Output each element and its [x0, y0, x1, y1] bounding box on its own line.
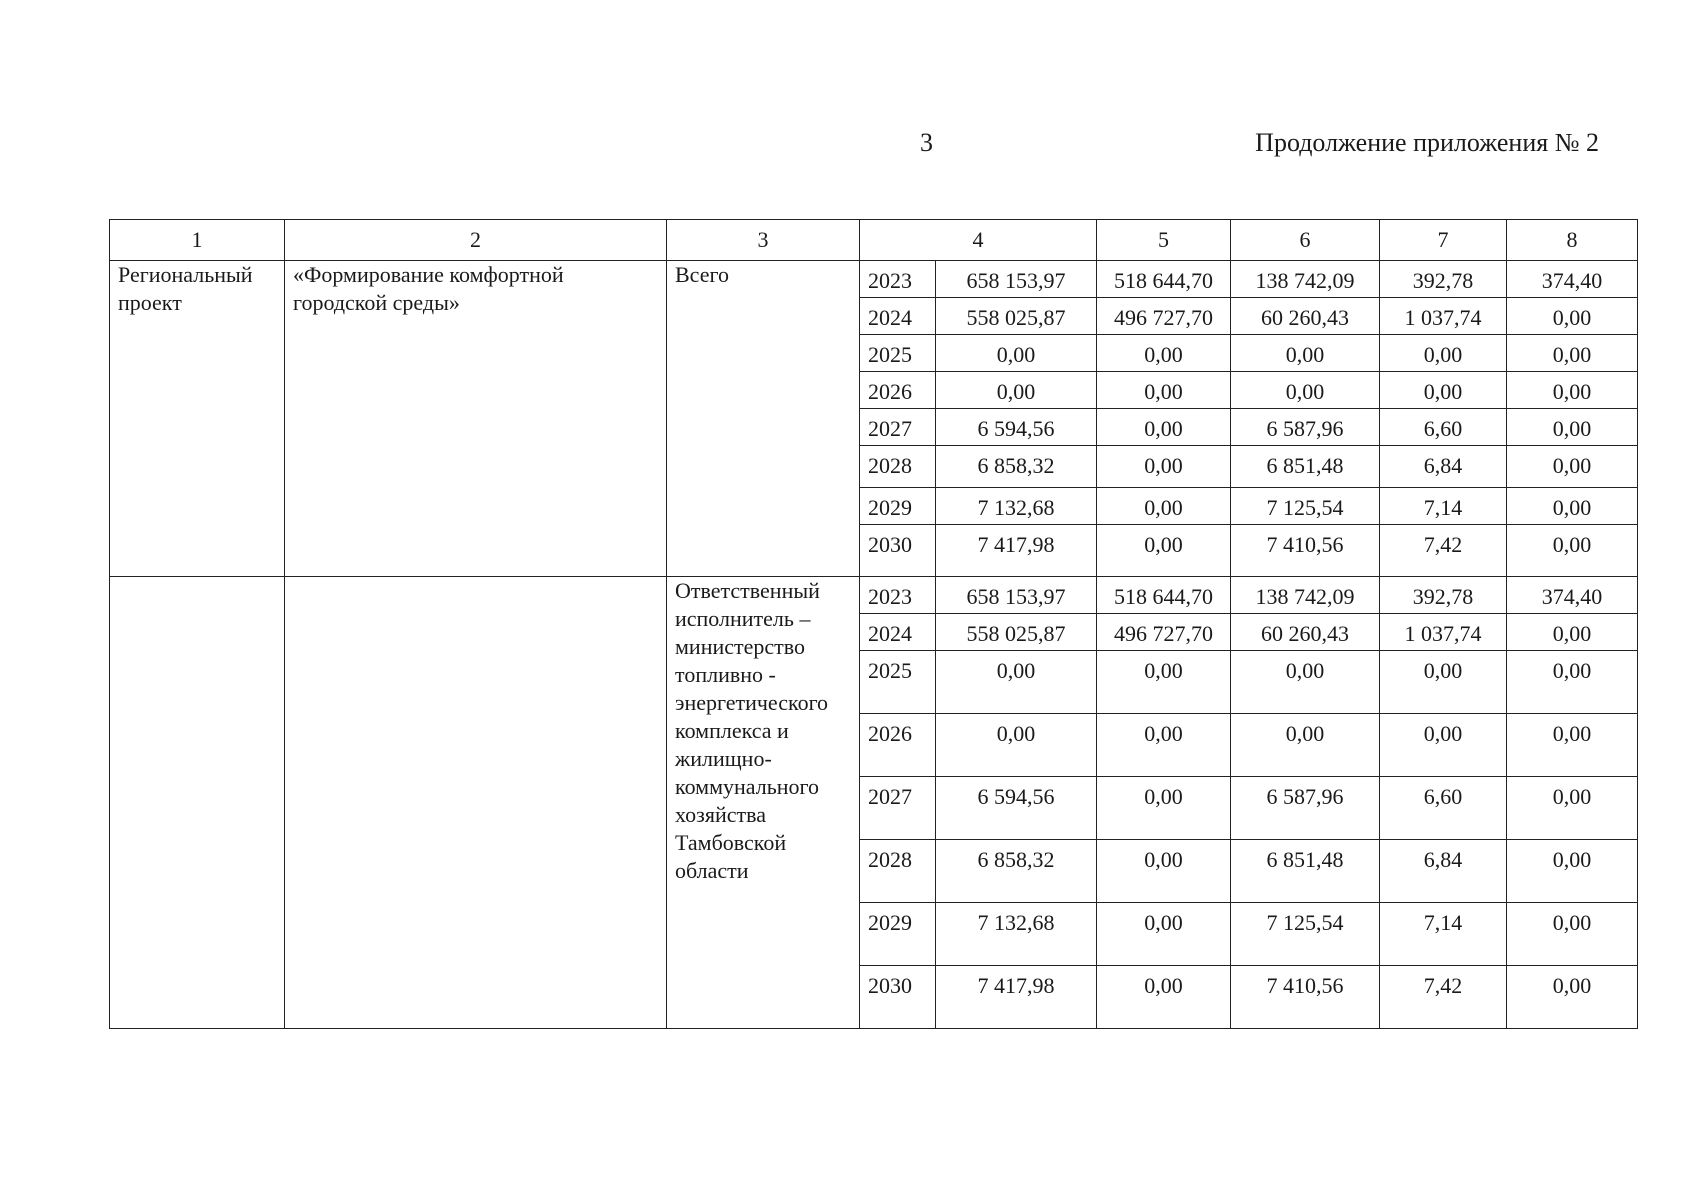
- column-header: 7: [1380, 220, 1507, 261]
- value-cell-8: 0,00: [1507, 903, 1638, 966]
- page-number: 3: [920, 128, 933, 157]
- value-cell-5: 0,00: [1097, 372, 1231, 409]
- value-cell-8: 0,00: [1507, 372, 1638, 409]
- value-cell-4: 558 025,87: [936, 614, 1097, 651]
- value-cell-6: 60 260,43: [1231, 298, 1380, 335]
- project-name-cell: [285, 577, 667, 1029]
- value-cell-6: 0,00: [1231, 335, 1380, 372]
- value-cell-5: 0,00: [1097, 903, 1231, 966]
- value-cell-4: 558 025,87: [936, 298, 1097, 335]
- value-cell-8: 0,00: [1507, 840, 1638, 903]
- year-cell: 2024: [860, 614, 936, 651]
- value-cell-5: 496 727,70: [1097, 614, 1231, 651]
- year-cell: 2023: [860, 261, 936, 298]
- value-cell-6: 7 125,54: [1231, 903, 1380, 966]
- year-cell: 2027: [860, 777, 936, 840]
- year-cell: 2024: [860, 298, 936, 335]
- year-cell: 2029: [860, 903, 936, 966]
- value-cell-8: 0,00: [1507, 298, 1638, 335]
- value-cell-8: 0,00: [1507, 777, 1638, 840]
- value-cell-4: 7 417,98: [936, 525, 1097, 577]
- value-cell-7: 6,84: [1380, 840, 1507, 903]
- value-cell-6: 0,00: [1231, 651, 1380, 714]
- value-cell-4: 7 132,68: [936, 488, 1097, 525]
- value-cell-5: 0,00: [1097, 335, 1231, 372]
- value-cell-5: 0,00: [1097, 651, 1231, 714]
- column-header: 5: [1097, 220, 1231, 261]
- year-cell: 2027: [860, 409, 936, 446]
- value-cell-8: 0,00: [1507, 335, 1638, 372]
- column-number-row: [110, 220, 1638, 261]
- table-row: [110, 261, 1638, 298]
- value-cell-4: 0,00: [936, 335, 1097, 372]
- value-cell-6: 0,00: [1231, 372, 1380, 409]
- value-cell-7: 6,60: [1380, 409, 1507, 446]
- value-cell-4: 658 153,97: [936, 577, 1097, 614]
- value-cell-5: 0,00: [1097, 714, 1231, 777]
- column-header: 1: [110, 220, 285, 261]
- value-cell-8: 0,00: [1507, 614, 1638, 651]
- value-cell-7: 7,42: [1380, 525, 1507, 577]
- budget-table: [109, 219, 1638, 1029]
- value-cell-6: 6 851,48: [1231, 840, 1380, 903]
- project-type-cell: [110, 577, 285, 1029]
- value-cell-5: 0,00: [1097, 966, 1231, 1029]
- value-cell-8: 0,00: [1507, 409, 1638, 446]
- value-cell-7: 0,00: [1380, 651, 1507, 714]
- value-cell-7: 6,60: [1380, 777, 1507, 840]
- value-cell-6: 138 742,09: [1231, 261, 1380, 298]
- table-body: [110, 261, 1638, 1029]
- value-cell-6: 6 587,96: [1231, 777, 1380, 840]
- value-cell-4: 6 858,32: [936, 840, 1097, 903]
- value-cell-5: 0,00: [1097, 840, 1231, 903]
- value-cell-6: 7 410,56: [1231, 525, 1380, 577]
- value-cell-4: 7 417,98: [936, 966, 1097, 1029]
- value-cell-7: 392,78: [1380, 577, 1507, 614]
- year-cell: 2029: [860, 488, 936, 525]
- value-cell-7: 1 037,74: [1380, 614, 1507, 651]
- value-cell-6: 7 410,56: [1231, 966, 1380, 1029]
- value-cell-7: 7,42: [1380, 966, 1507, 1029]
- value-cell-7: 0,00: [1380, 372, 1507, 409]
- year-cell: 2028: [860, 446, 936, 488]
- value-cell-8: 0,00: [1507, 651, 1638, 714]
- appendix-title: Продолжение приложения № 2: [1255, 128, 1599, 157]
- value-cell-4: 6 594,56: [936, 409, 1097, 446]
- table-row: [110, 577, 1638, 614]
- value-cell-5: 0,00: [1097, 446, 1231, 488]
- group-label-cell: Всего: [667, 261, 860, 577]
- value-cell-8: 0,00: [1507, 966, 1638, 1029]
- value-cell-7: 7,14: [1380, 903, 1507, 966]
- value-cell-8: 374,40: [1507, 261, 1638, 298]
- value-cell-7: 392,78: [1380, 261, 1507, 298]
- value-cell-4: 0,00: [936, 372, 1097, 409]
- value-cell-8: 0,00: [1507, 525, 1638, 577]
- column-header: 2: [285, 220, 667, 261]
- value-cell-5: 518 644,70: [1097, 577, 1231, 614]
- project-name-cell: «Формирование комфортной городской среды»: [285, 261, 667, 577]
- value-cell-8: 374,40: [1507, 577, 1638, 614]
- value-cell-4: 0,00: [936, 651, 1097, 714]
- value-cell-4: 6 858,32: [936, 446, 1097, 488]
- value-cell-5: 0,00: [1097, 409, 1231, 446]
- value-cell-6: 0,00: [1231, 714, 1380, 777]
- value-cell-5: 0,00: [1097, 777, 1231, 840]
- value-cell-5: 496 727,70: [1097, 298, 1231, 335]
- group-label-cell: Ответственный исполнитель – министерство топливно - энергетического комплекса и жилищно- коммунального хозяйства Тамбовской области: [667, 577, 860, 1029]
- year-cell: 2025: [860, 651, 936, 714]
- value-cell-4: 658 153,97: [936, 261, 1097, 298]
- value-cell-6: 6 851,48: [1231, 446, 1380, 488]
- value-cell-5: 0,00: [1097, 525, 1231, 577]
- value-cell-6: 138 742,09: [1231, 577, 1380, 614]
- column-header: 8: [1507, 220, 1638, 261]
- year-cell: 2030: [860, 525, 936, 577]
- value-cell-6: 60 260,43: [1231, 614, 1380, 651]
- value-cell-8: 0,00: [1507, 488, 1638, 525]
- value-cell-7: 0,00: [1380, 714, 1507, 777]
- value-cell-7: 1 037,74: [1380, 298, 1507, 335]
- value-cell-4: 0,00: [936, 714, 1097, 777]
- value-cell-5: 518 644,70: [1097, 261, 1231, 298]
- value-cell-6: 7 125,54: [1231, 488, 1380, 525]
- value-cell-4: 6 594,56: [936, 777, 1097, 840]
- year-cell: 2030: [860, 966, 936, 1029]
- value-cell-5: 0,00: [1097, 488, 1231, 525]
- value-cell-7: 6,84: [1380, 446, 1507, 488]
- year-cell: 2023: [860, 577, 936, 614]
- column-header: 4: [860, 220, 1097, 261]
- value-cell-7: 7,14: [1380, 488, 1507, 525]
- value-cell-6: 6 587,96: [1231, 409, 1380, 446]
- value-cell-4: 7 132,68: [936, 903, 1097, 966]
- project-type-cell: Региональный проект: [110, 261, 285, 577]
- year-cell: 2025: [860, 335, 936, 372]
- value-cell-7: 0,00: [1380, 335, 1507, 372]
- year-cell: 2026: [860, 714, 936, 777]
- value-cell-8: 0,00: [1507, 446, 1638, 488]
- column-header: 3: [667, 220, 860, 261]
- column-header: 6: [1231, 220, 1380, 261]
- year-cell: 2026: [860, 372, 936, 409]
- value-cell-8: 0,00: [1507, 714, 1638, 777]
- year-cell: 2028: [860, 840, 936, 903]
